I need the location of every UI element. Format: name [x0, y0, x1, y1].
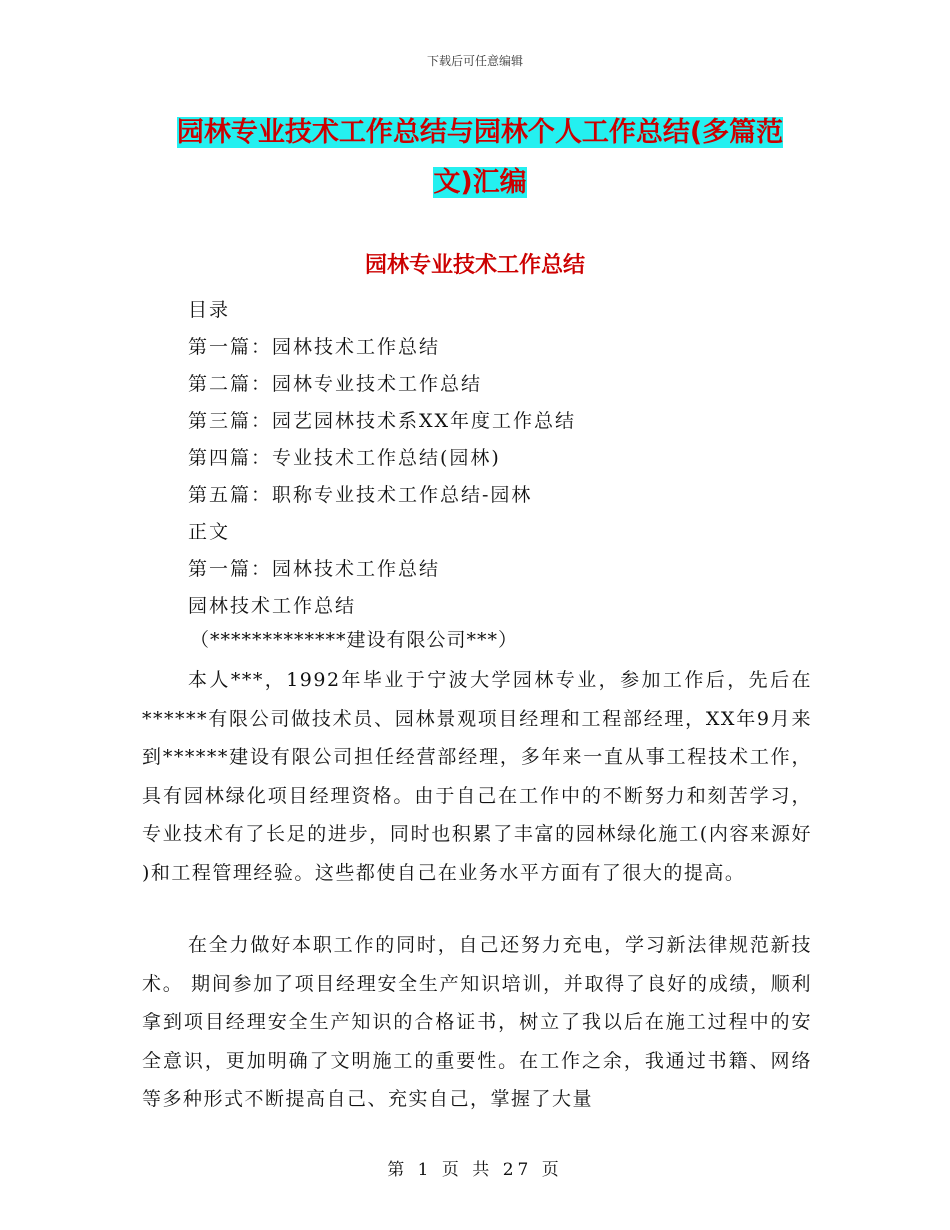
title-line-1: 园林专业技术工作总结与园林个人工作总结(多篇范: [176, 117, 784, 148]
table-of-contents: [188, 292, 576, 625]
section-title: 园林专业技术工作总结: [364, 253, 585, 278]
body-paragraph: 本人***，1992年毕业于宁波大学园林专业，参加工作后，先后在******有限公司做技术员、园林景观项目经理和工程部经理，XX年9月来到******建设有限公司担任经营部经理，多年来一直从事工程技术工作，具有园林绿化项目经理资格。由于自己在工作中的不断努力和刻苦学习，专业技术有了长足的进步，同时也积累了丰富的园林绿化施工(内容来源好 )和工程管理经验。这些都使自己在业务水平方面有了很大的提高。: [142, 669, 812, 884]
title-line-2: 文)汇编: [433, 167, 527, 198]
toc-item: 第五篇：职称专业技术工作总结-园林: [188, 484, 533, 506]
toc-item: 第三篇：园艺园林技术系XX年度工作总结: [188, 410, 577, 432]
page-footer: 第 1 页 共 27 页: [387, 1160, 563, 1180]
toc-item: 第一篇：园林技术工作总结: [188, 558, 441, 580]
body-paragraph: 在全力做好本职工作的同时，自己还努力充电，学习新法律规范新技术。 期间参加了项目经理安全生产知识培训，并取得了良好的成绩，顺利拿到项目经理安全生产知识的合格证书，树立了我以后在施工过程中的安全意识，更加明确了文明施工的重要性。在工作之余，我通过书籍、网络等多种形式不断提高自己、充实自己，掌握了大量: [142, 934, 812, 1110]
toc-item: 第一篇：园林技术工作总结: [188, 336, 441, 358]
header-note: 下载后可任意编辑: [426, 54, 523, 68]
toc-item: 园林技术工作总结: [188, 595, 357, 617]
toc-item: 目录: [188, 299, 231, 321]
document-title: [130, 108, 830, 208]
toc-item: 第二篇：园林专业技术工作总结: [188, 373, 483, 395]
company-line: （*************建设有限公司***）: [190, 629, 519, 651]
toc-item: 第四篇：专业技术工作总结(园林): [188, 447, 501, 469]
toc-item: 正文: [188, 521, 231, 543]
